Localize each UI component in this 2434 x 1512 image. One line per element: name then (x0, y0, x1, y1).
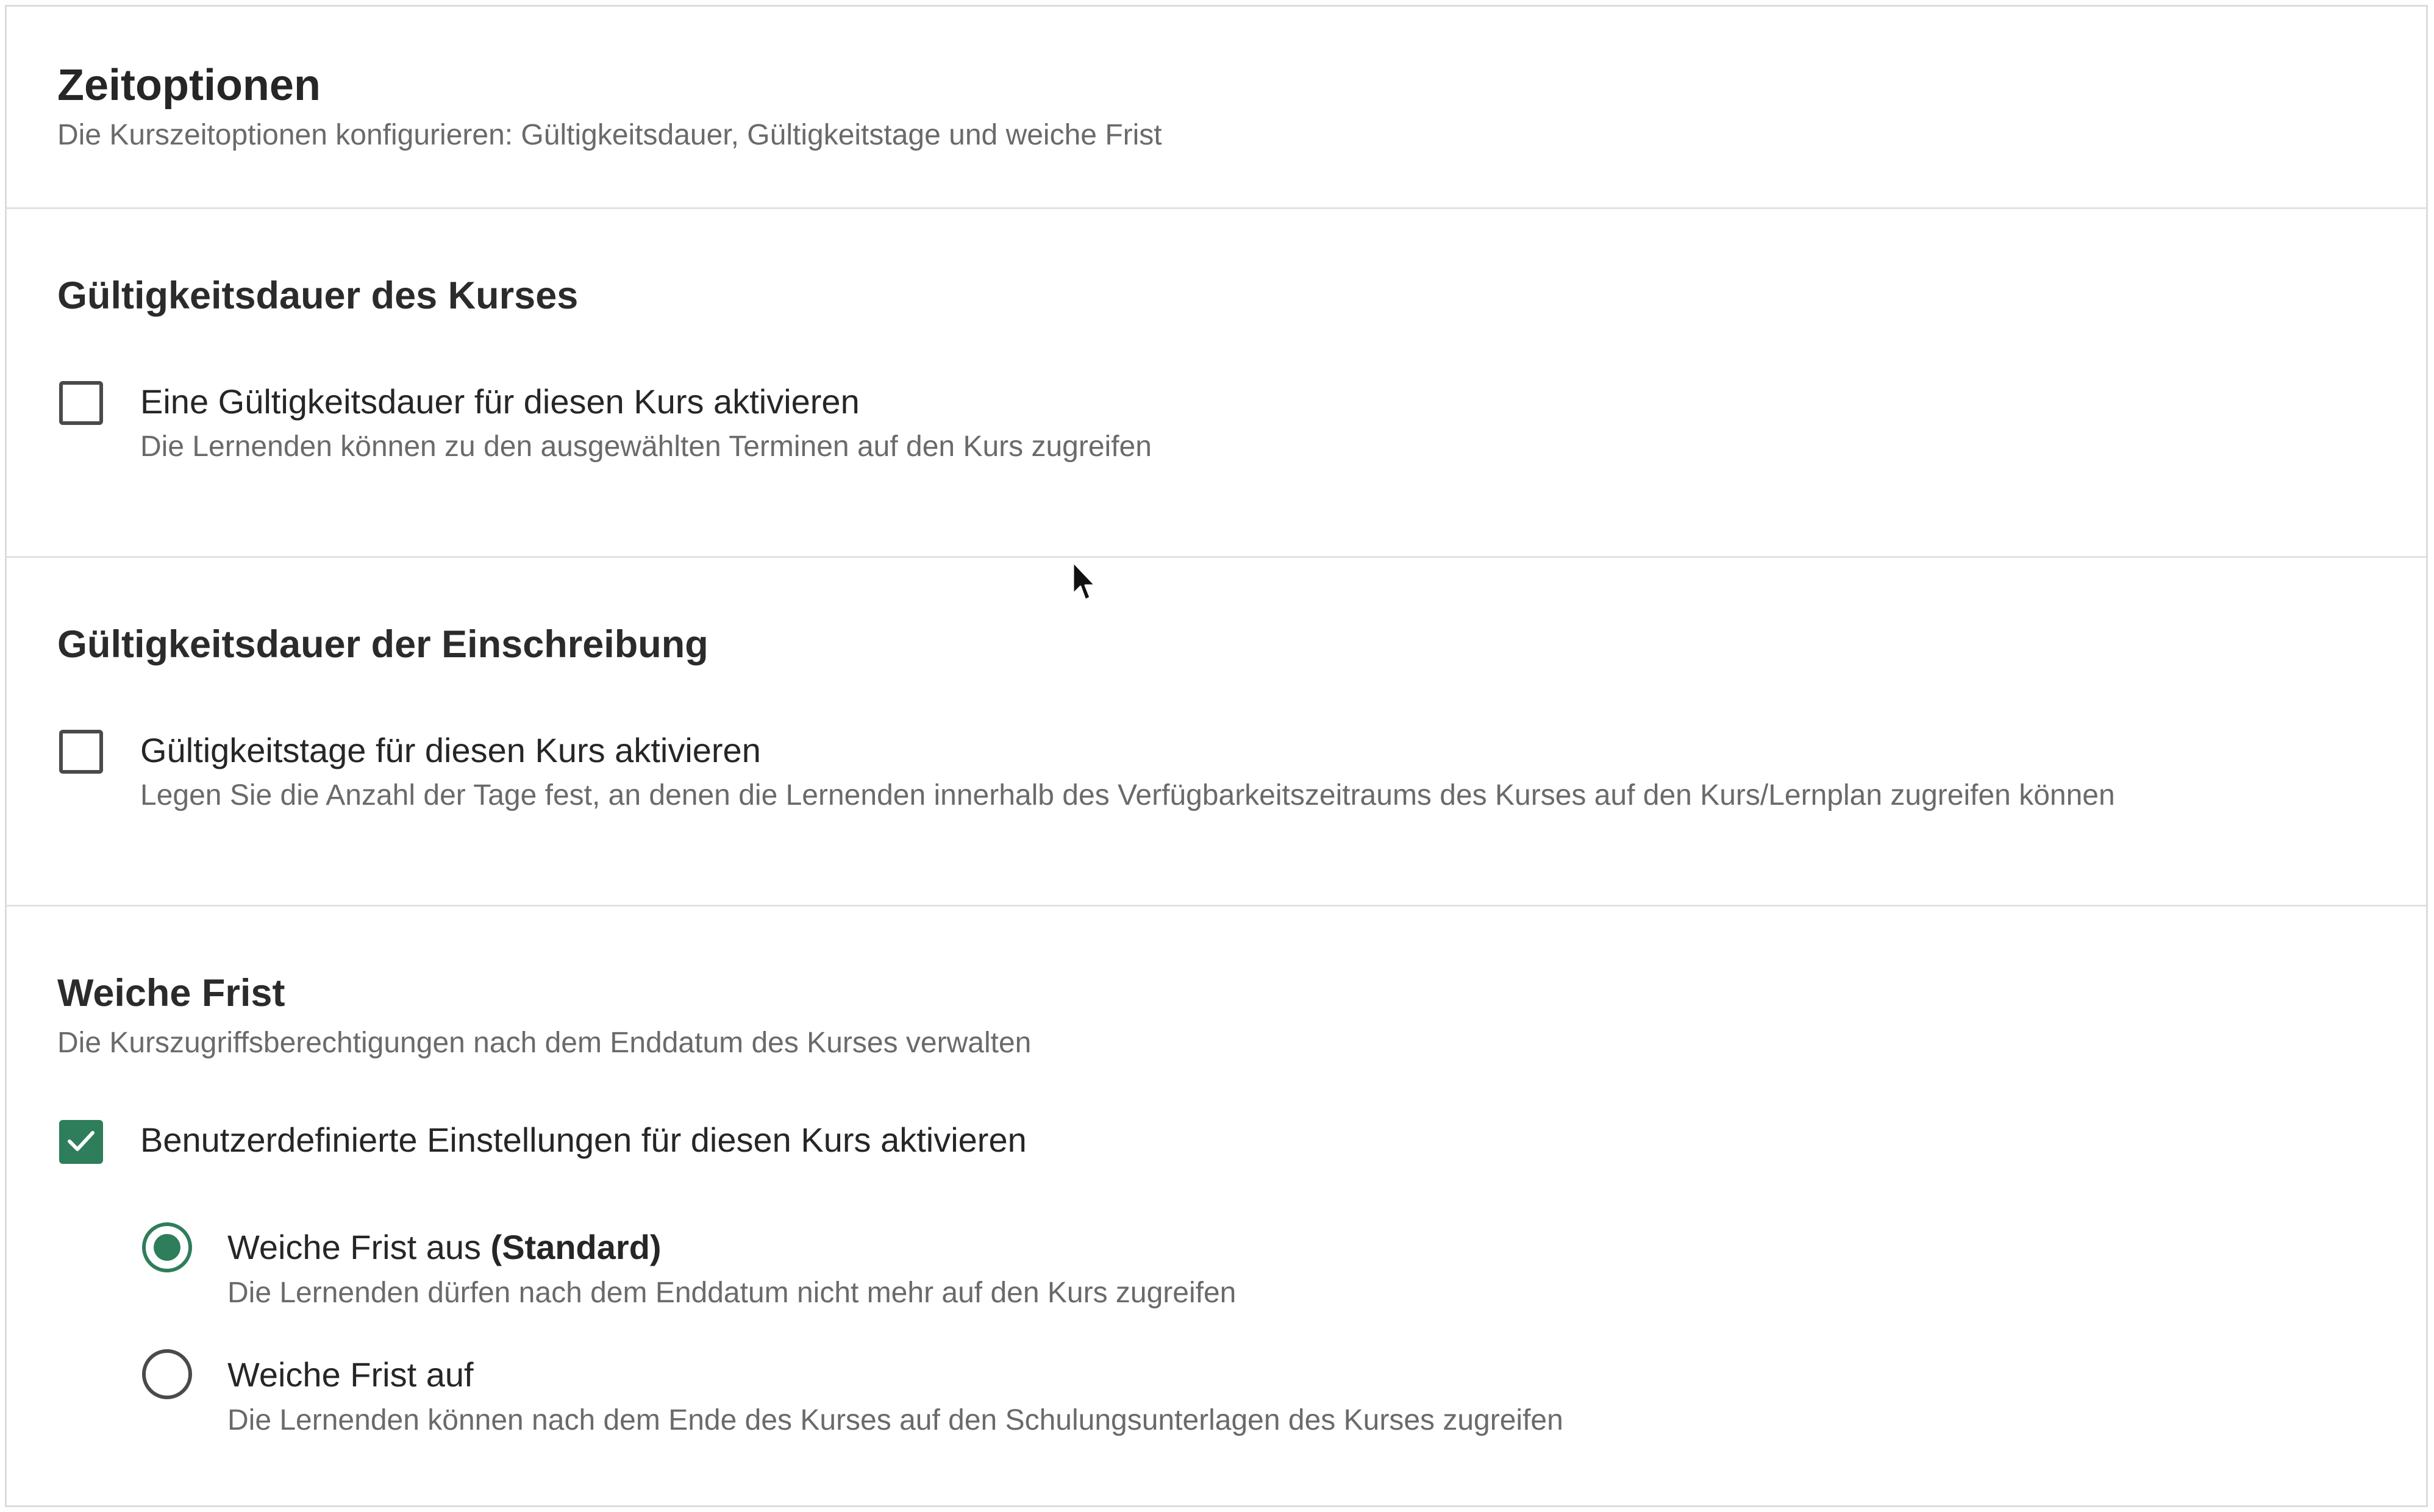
custom-settings-checkbox[interactable] (59, 1120, 103, 1164)
enrollment-validity-description: Legen Sie die Anzahl der Tage fest, an denen die Lernenden innerhalb des Verfügbarkeitszeitraums des Kurses auf den Kurs/Lernplan zugreifen können (140, 779, 2115, 811)
custom-settings-checkbox-label[interactable]: Benutzerdefinierte Einstellungen für diesen Kurs aktivieren (140, 1121, 1027, 1159)
course-validity-checkbox[interactable] (59, 381, 103, 425)
check-icon (66, 1129, 96, 1154)
course-validity-title: Gültigkeitsdauer des Kurses (57, 274, 579, 317)
page-subtitle: Die Kurszeitoptionen konfigurieren: Gültigkeitsdauer, Gültigkeitstage und weiche Frist (57, 119, 1162, 151)
soft-deadline-off-description: Die Lernenden dürfen nach dem Enddatum nicht mehr auf den Kurs zugreifen (227, 1277, 1237, 1309)
radio-selected-dot (154, 1234, 180, 1261)
soft-deadline-on-description: Die Lernenden können nach dem Ende des Kurses auf den Schulungsunterlagen des Kurses zugreifen (227, 1404, 1563, 1436)
section-divider (7, 905, 2426, 907)
section-divider (7, 207, 2426, 209)
enrollment-validity-title: Gültigkeitsdauer der Einschreibung (57, 623, 708, 666)
soft-deadline-on-label[interactable]: Weiche Frist auf (227, 1355, 474, 1394)
time-options-panel (5, 5, 2428, 1507)
default-tag: (Standard) (490, 1228, 662, 1266)
enrollment-validity-checkbox-label[interactable]: Gültigkeitstage für diesen Kurs aktivieren (140, 731, 761, 769)
course-validity-checkbox-label[interactable]: Eine Gültigkeitsdauer für diesen Kurs aktivieren (140, 382, 860, 421)
soft-deadline-title: Weiche Frist (57, 972, 285, 1015)
soft-deadline-off-radio[interactable] (142, 1222, 192, 1272)
soft-deadline-off-label[interactable] (227, 1227, 662, 1267)
soft-deadline-off-label-text: Weiche Frist aus (227, 1228, 481, 1266)
enrollment-validity-checkbox[interactable] (59, 730, 103, 774)
section-divider (7, 556, 2426, 558)
course-validity-description: Die Lernenden können zu den ausgewählten Terminen auf den Kurs zugreifen (140, 430, 1152, 463)
page-title: Zeitoptionen (57, 61, 321, 110)
soft-deadline-subtitle: Die Kurszugriffsberechtigungen nach dem Enddatum des Kurses verwalten (57, 1027, 1032, 1059)
soft-deadline-on-radio[interactable] (142, 1349, 192, 1399)
mouse-pointer-icon (1072, 561, 1099, 604)
